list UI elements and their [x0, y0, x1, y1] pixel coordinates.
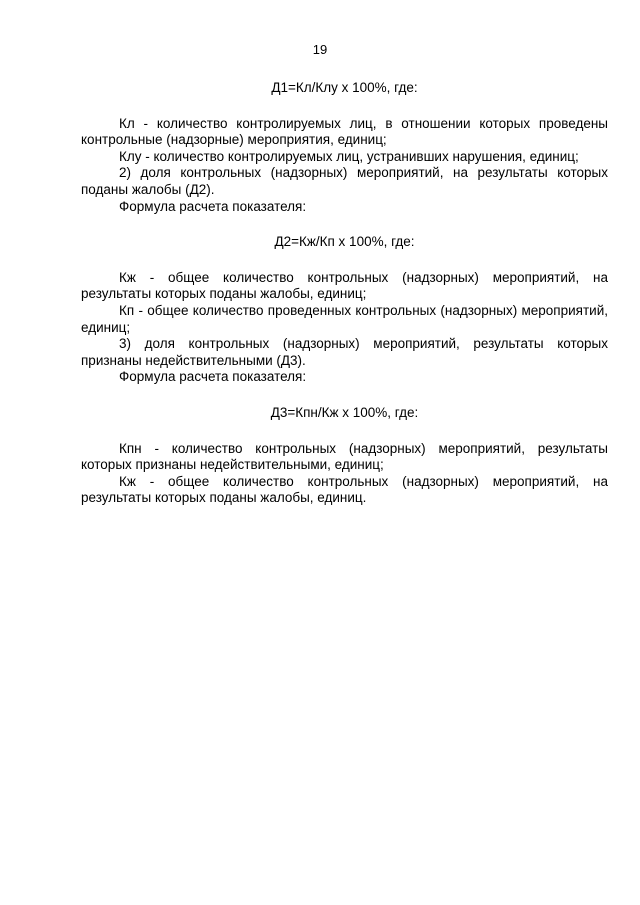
- formula-d2: Д2=Кж/Кп х 100%, где:: [274, 234, 415, 250]
- definition-kzh-2: Кж - общее количество контрольных (надзорных) мероприятий, на результаты которых поданы жалобы, единиц.: [81, 473, 608, 506]
- formula-label: Формула расчета показателя:: [119, 198, 307, 214]
- page-number: 19: [312, 42, 328, 57]
- definition-klu: Клу - количество контролируемых лиц, устранивших нарушения, единиц;: [119, 148, 579, 164]
- indicator-d2-heading: 2) доля контрольных (надзорных) мероприятий, на результаты которых поданы жалобы (Д2).: [81, 165, 608, 197]
- document-body: [81, 80, 608, 507]
- definition-kzh: Кж - общее количество контрольных (надзорных) мероприятий, на результаты которых поданы жалобы, единиц;: [81, 269, 608, 302]
- definition-kp: Кп - общее количество проведенных контрольных (надзорных) мероприятий, единиц;: [81, 302, 608, 335]
- formula-label: Формула расчета показателя:: [119, 369, 307, 385]
- definition-kpn: Кпн - количество контрольных (надзорных) мероприятий, результаты которых признаны недействительными, единиц;: [81, 440, 608, 473]
- indicator-d3-heading: 3) доля контрольных (надзорных) мероприятий, результаты которых признаны недействительными (Д3).: [81, 336, 608, 368]
- formula-d3: Д3=Кпн/Кж х 100%, где:: [270, 404, 419, 420]
- definition-kl: Кл - количество контролируемых лиц, в отношении которых проведены контрольные (надзорные) мероприятия, единиц;: [81, 115, 608, 148]
- formula-d1: Д1=Кл/Клу х 100%, где:: [271, 80, 418, 95]
